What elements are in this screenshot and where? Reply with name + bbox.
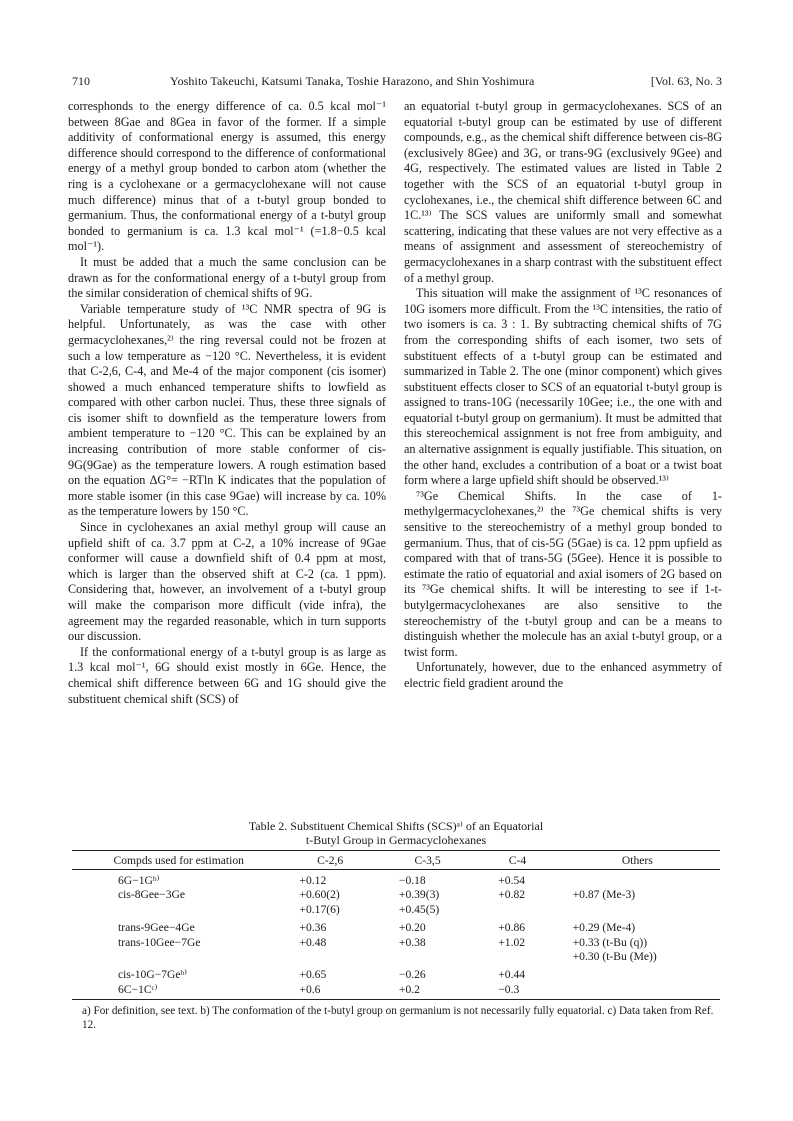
table-cell: +1.02: [498, 935, 526, 949]
column-header: C-2,6: [285, 851, 374, 870]
paragraph: This situation will make the assignment of ¹³C resonances of 10G isomers more difficult. From the ¹³C intensities, the ratio of two isomers is ca. 3 : 1. By subtracting chemical shifts of 7G from the corresponding shifts of each isomer, two sets of substituent effects of a t-butyl group can be estimated and summarized in Table 2. The one (minor component) which gives substituent effects closer to SCS of an equatorial t-butyl group is assigned to trans-10G (necessarily 10Gee; i.e., the one with and equatorial t-butyl group on germanium). It must be admitted that this stereochemical assignment is not free from ambiguity, and an alternative assignment is equally justifiable. This situation, on the other hand, excludes a contribution of a boat or a twist boat form where a large upfield shift should be observed.¹³⁾: [404, 286, 722, 488]
paragraph: It must be added that a much the same conclusion can be drawn as for the conformational energy of a t-butyl group from the similar consideration of chemical shifts of 9G.: [68, 254, 386, 301]
table-row: [72, 964, 720, 982]
table-cell: +0.36: [299, 921, 327, 935]
table-cell: [72, 903, 285, 917]
column-header: Others: [555, 851, 720, 870]
table-cell: [480, 950, 554, 964]
table-caption-line: Table 2. Substituent Chemical Shifts (SCS)ᵃ⁾ of an Equatorial: [248, 819, 544, 833]
table-cell: +0.87 (Me-3): [572, 888, 636, 902]
table-row: [72, 983, 720, 1000]
table-cell: [555, 964, 720, 982]
table-cell: +0.30 (t-Bu (Me)): [572, 950, 657, 964]
table-cell: 6C−1Cᶜ⁾: [118, 982, 158, 996]
table-cell: cis-10G−7Geᵇ⁾: [118, 968, 187, 982]
table-cell: +0.44: [498, 968, 526, 982]
table-row: [72, 936, 720, 950]
table-caption-line: t-Butyl Group in Germacyclohexanes: [305, 833, 487, 847]
table-cell: −0.3: [498, 982, 520, 996]
table-cell: +0.38: [398, 935, 426, 949]
table-footnote: a) For definition, see text. b) The conformation of the t-butyl group on germanium is not necessarily fully equatorial. c) Data taken from Ref. 12.: [82, 1005, 714, 1032]
table-cell: [555, 870, 720, 889]
table-cell: +0.86: [498, 921, 526, 935]
paragraph: Unfortunately, however, due to the enhanced asymmetry of electric field gradient around the: [404, 660, 722, 690]
table-cell: +0.45(5): [398, 902, 440, 916]
column-header: Compds used for estimation: [72, 851, 285, 870]
table-header-row: [72, 851, 720, 870]
table-cell: trans-9Gee−4Ge: [118, 921, 195, 935]
table-cell: [375, 950, 480, 964]
table-2: [72, 819, 720, 1032]
table-cell: [285, 950, 374, 964]
scs-table: [72, 850, 720, 1000]
table-cell: +0.20: [398, 921, 426, 935]
paragraph: an equatorial t-butyl group in germacyclohexanes. SCS of an equatorial t-butyl group can be estimated by use of different compounds, e.g., as the chemical shift difference between cis-8G (exclusively 8Gee) and 3G, or trans-9G (exclusively 9Gee) and 4G, respectively. The estimated values are listed in Table 2 together with the SCS of an equatorial t-butyl group in cyclohexanes, i.e., the chemical shift difference between 6C and 1C.¹³⁾ The SCS values are uniformly small and somewhat scattering, indicating that these values are not very effective as a means of assignment and assessment of stereochemistry of germacyclohexanes in a sharp contrast with the substituent effect of a methyl group.: [404, 99, 722, 285]
table-caption: [72, 819, 720, 847]
table-cell: cis-8Gee−3Ge: [118, 888, 186, 902]
running-header: [72, 74, 722, 92]
column-header: C-4: [480, 851, 554, 870]
author-line: Yoshito Takeuchi, Katsumi Tanaka, Toshie Harazono, and Shin Yoshimura: [170, 74, 535, 88]
table-cell: +0.39(3): [398, 888, 440, 902]
table-cell: [72, 950, 285, 964]
table-cell: +0.17(6): [299, 902, 340, 916]
table-row: [72, 950, 720, 964]
table-cell: −0.18: [398, 874, 426, 887]
column-header: C-3,5: [375, 851, 480, 870]
paragraph: ⁷³Ge Chemical Shifts. In the case of 1-methylgermacyclohexanes,²⁾ the ⁷³Ge chemical shifts is very sensitive to the stereochemistry of a methyl group bonded to germanium. Thus, that of cis-5G (5Gae) is ca. 12 ppm upfield as compared with that of trans-5G (5Gee). Hence it is possible to estimate the ratio of equatorial and axial isomers of 2G based on its ⁷³Ge chemical shifts. It will be interesting to see if 1-t-butylgermacyclohexanes are also sensitive to the stereochemistry of the t-butyl group and can be a means to distinguish whether the molecule has an axial t-butyl group, or a twist form.: [404, 488, 722, 659]
page-number: 710: [72, 74, 90, 88]
right-column: [404, 99, 722, 692]
table-cell: −0.26: [398, 968, 426, 982]
table-cell: +0.2: [398, 982, 420, 996]
table-cell: +0.48: [299, 935, 327, 949]
table-row: [72, 903, 720, 917]
table-cell: +0.65: [299, 968, 327, 982]
table-cell: +0.29 (Me-4): [572, 921, 636, 935]
table-cell: +0.6: [299, 982, 321, 996]
table-cell: +0.54: [498, 874, 526, 887]
paragraph: If the conformational energy of a t-butyl group is as large as 1.3 kcal mol⁻¹, 6G should exist mostly in 6Ge. Hence, the chemical shift difference between 6G and 1G should give the substituent chemical shift (SCS) of: [68, 644, 386, 706]
paragraph: Variable temperature study of ¹³C NMR spectra of 9G is helpful. Unfortunately, as was the case with other germacyclohexanes,²⁾ the ring reversal could not be frozen at such a low temperature as −120 °C. Nevertheless, it is evident that C-2,6, C-4, and Me-4 of the major component (cis isomer) showed a much enhanced temperature shifts to lowfield as compared with other carbon nuclei. Thus, these three signals of cis isomer shift to downfield as the temperature lowers from ambient temperature to −120 °C. This can be explained by an increasing contribution of more stable conformer of cis-9G(9Gae) as the temperature lowers. A rough estimation based on the equation ΔG°= −RTln K indicates that the population of more stable isomer (in this case 9Gae) will increase by ca. 10% as the temperature lowers by 150 °C.: [68, 301, 386, 519]
table-cell: +0.12: [299, 874, 327, 887]
table-cell: 6G−1Gᵇ⁾: [118, 874, 160, 887]
table-cell: trans-10Gee−7Ge: [118, 935, 201, 949]
table-row: [72, 917, 720, 935]
table-cell: +0.82: [498, 888, 526, 902]
paragraph: Since in cyclohexanes an axial methyl group will cause an upfield shift of ca. 3.7 ppm at C-2, a 10% increase of 9Gae conformer will cause a downfield shift of 0.4 ppm at most, which is larger than the observed shift at C-2 (ca. 1 ppm). Considering that, however, an involvement of a t-butyl group will make the comparison more difficult (vide infra), the agreement may the regarded reasonable, which in turn supports our discussion.: [68, 520, 386, 644]
paragraph: corresphonds to the energy difference of ca. 0.5 kcal mol⁻¹ between 8Gae and 8Gea in favor of the former. If a simple additivity of conformational energy is assumed, this energy difference should correspond to the difference of conformational energy of a methyl group bonded to carbon atom (whether the ring is a cyclohexane or a germacyclohexane will not cause much difference) minus that of a t-butyl group bonded to germanium. Thus, the conformational energy of a t-butyl group bonded to germanium is ca. 1.3 kcal mol⁻¹ (=1.8−0.5 kcal mol⁻¹).: [68, 99, 386, 254]
table-cell: [480, 903, 554, 917]
table-cell: [555, 903, 720, 917]
left-column: [68, 99, 386, 707]
volume-info: [Vol. 63, No. 3: [650, 74, 722, 88]
table-cell: [555, 983, 720, 1000]
table-cell: +0.33 (t-Bu (q)): [572, 935, 648, 949]
table-cell: +0.60(2): [299, 888, 340, 902]
table-row: [72, 870, 720, 889]
table-row: [72, 888, 720, 902]
